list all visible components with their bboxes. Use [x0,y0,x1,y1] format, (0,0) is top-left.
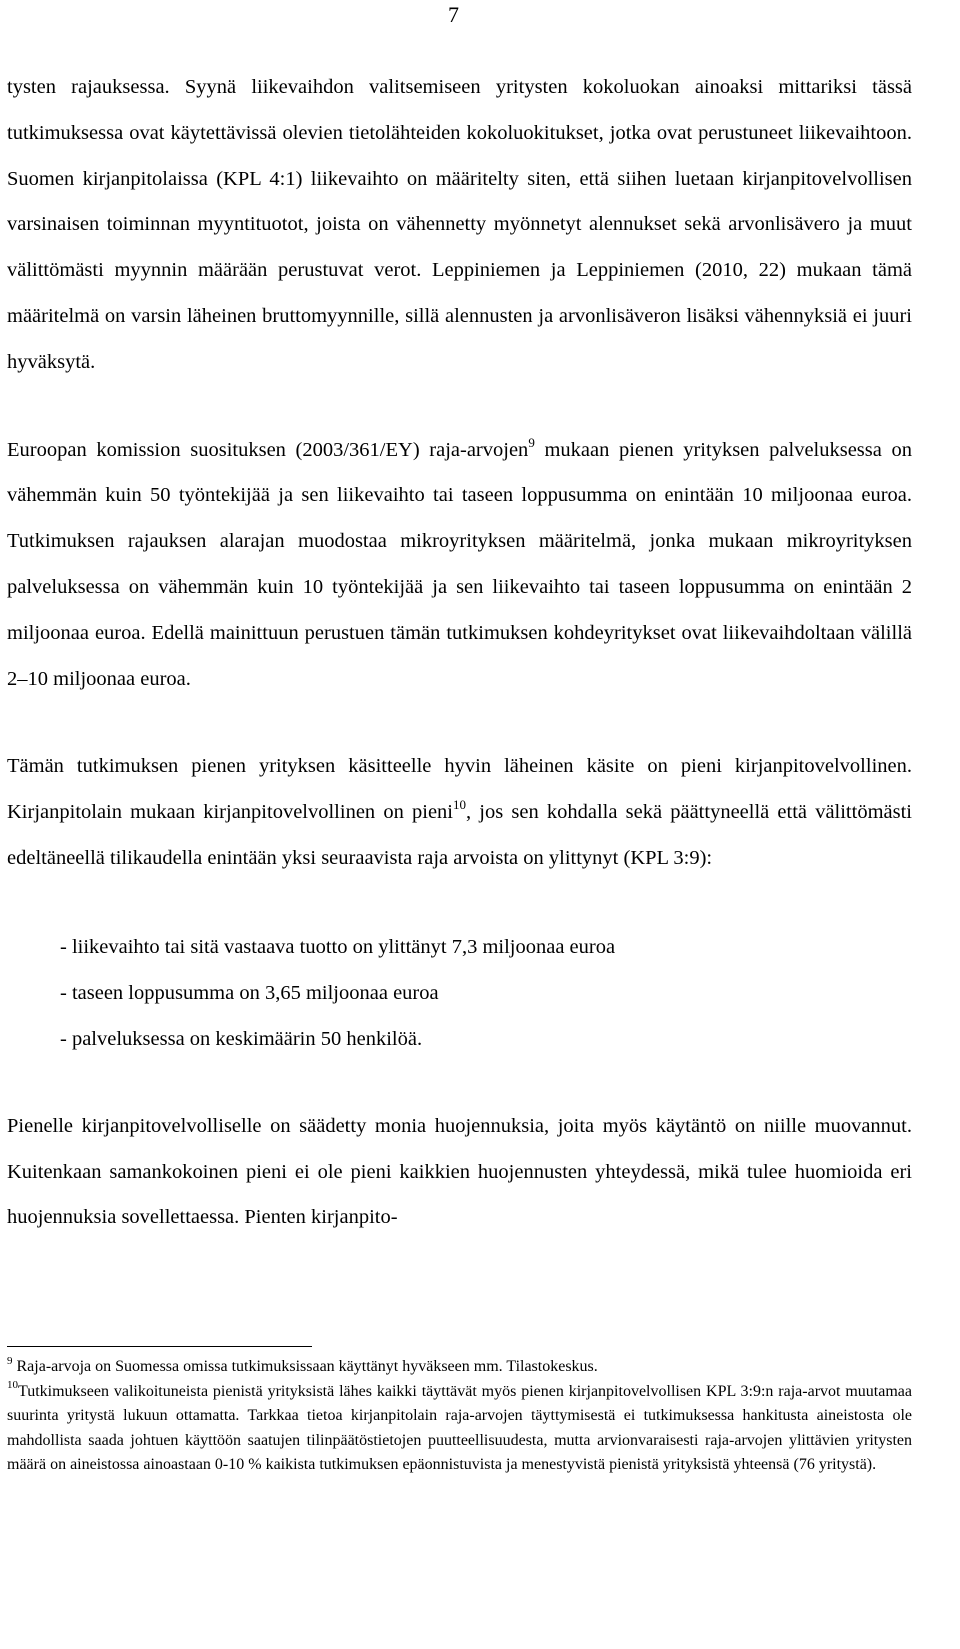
paragraph-text: Tämän tutkimuksen pienen yrityksen käsitteelle hyvin läheinen käsite on pieni kirjanpitovelvollinen. Kirjanpitolain mukaan kirjanpitovelvollinen on pieni [7,755,912,824]
paragraph-business-turnover: tysten rajauksessa. Syynä liikevaihdon valitsemiseen yritysten kokoluokan ainoaksi mittariksi tässä tutkimuksessa ovat käytettävissä olevien tietolähteiden kokoluokitukset, jotka ovat perustuneet liikevaihtoon. Suomen kirjanpitolaissa (KPL 4:1) liikevaihto on määritelty siten, että siihen luetaan kirjanpitovelvollisen varsinaisen toiminnan myyntituotot, joista on vähennetty myönnetyt alennukset sekä arvonlisävero ja muut välittömästi myynnin määrään perustuvat verot. Leppiniemen ja Leppiniemen (2010, 22) mukaan tämä määritelmä on varsin läheinen bruttomyynnille, sillä alennusten ja arvonlisäveron lisäksi vähennyksiä ei juuri hyväksytä. [7,76,912,373]
list-item: - palveluksessa on keskimäärin 50 henkilöä. [60,1027,423,1050]
threshold-list [7,924,912,1062]
footnote-ref-9[interactable]: 9 [528,434,535,450]
footnote-marker: 9 [7,1354,13,1367]
paragraph-text: Euroopan komission suosituksen (2003/361/EY) raja-arvojen [7,438,529,461]
paragraph-text: mukaan pienen yrityksen palveluksessa on vähemmän kuin 50 työntekijää ja sen liikevaihto tai taseen loppusumma on enintään 10 miljoonaa euroa. Tutkimuksen rajauksen alarajan muodostaa mikroyrityksen määritelmä, jonka mukaan mikroyrityksen palveluksessa on vähemmän kuin 10 työntekijää ja sen liikevaihto tai taseen loppusumma on enintään 2 miljoonaa euroa. Edellä mainittuun perustuen tämän tutkimuksen kohdeyritykset ovat liikevaihdoltaan välillä 2–10 miljoonaa euroa. [7,438,912,690]
paragraph-small-accountant [7,744,912,881]
document-body [7,65,912,1241]
footnote-9 [7,1355,912,1380]
footnote-marker: 10 [7,1379,18,1392]
paragraph-text: , jos sen kohdalla sekä päättyneellä että välittömästi edeltäneellä tilikaudella enintään yksi seuraavista raja arvoista on ylittynyt (KPL 3:9): [7,801,912,869]
paragraph-eu-thresholds [7,428,912,703]
list-item: - taseen loppusumma on 3,65 miljoonaa euroa [60,981,439,1004]
footnote-text: Tutkimukseen valikoituneista pienistä yrityksistä lähes kaikki täyttävät myös pienen kirjanpitovelvollisen KPL 3:9:n raja-arvot muutamaa suurinta yritystä lukuun ottamatta. Tarkkaa tietoa kirjanpitolain raja-arvojen täyttymisestä ei tutkimuksessa hankitusta aineistosta ole mahdollista saada johtuen käyttöön saatujen tilinpäätöstietojen puutteellisuudesta, mutta arvionvaraisesti raja-arvojen ylittävien yritysten määrä on aineistossa ainoastaan 0-10 % kaikista tutkimuksen epäonnistuvista ja menestyvistä pienistä yrityksistä yhteensä (76 yritystä). [7,1382,912,1474]
footnote-text: Raja-arvoja on Suomessa omissa tutkimuksissaan käyttänyt hyväkseen mm. Tilastokeskus. [12,1358,598,1375]
footnote-ref-10[interactable]: 10 [453,797,466,813]
footnotes [7,1355,912,1478]
paragraph-relief: Pienelle kirjanpitovelvolliselle on säädetty monia huojennuksia, joita myös käytäntö on niille muovannut. Kuitenkaan samankokoinen pieni ei ole pieni kaikkien huojennusten yhteydessä, mikä tulee huomioida eri huojennuksia sovellettaessa. Pienten kirjanpito- [7,1114,912,1229]
page-number: 7 [448,2,459,27]
footnote-10 [7,1380,912,1478]
footnote-divider [7,1346,312,1347]
list-item: - liikevaihto tai sitä vastaava tuotto on ylittänyt 7,3 miljoonaa euroa [60,935,616,958]
